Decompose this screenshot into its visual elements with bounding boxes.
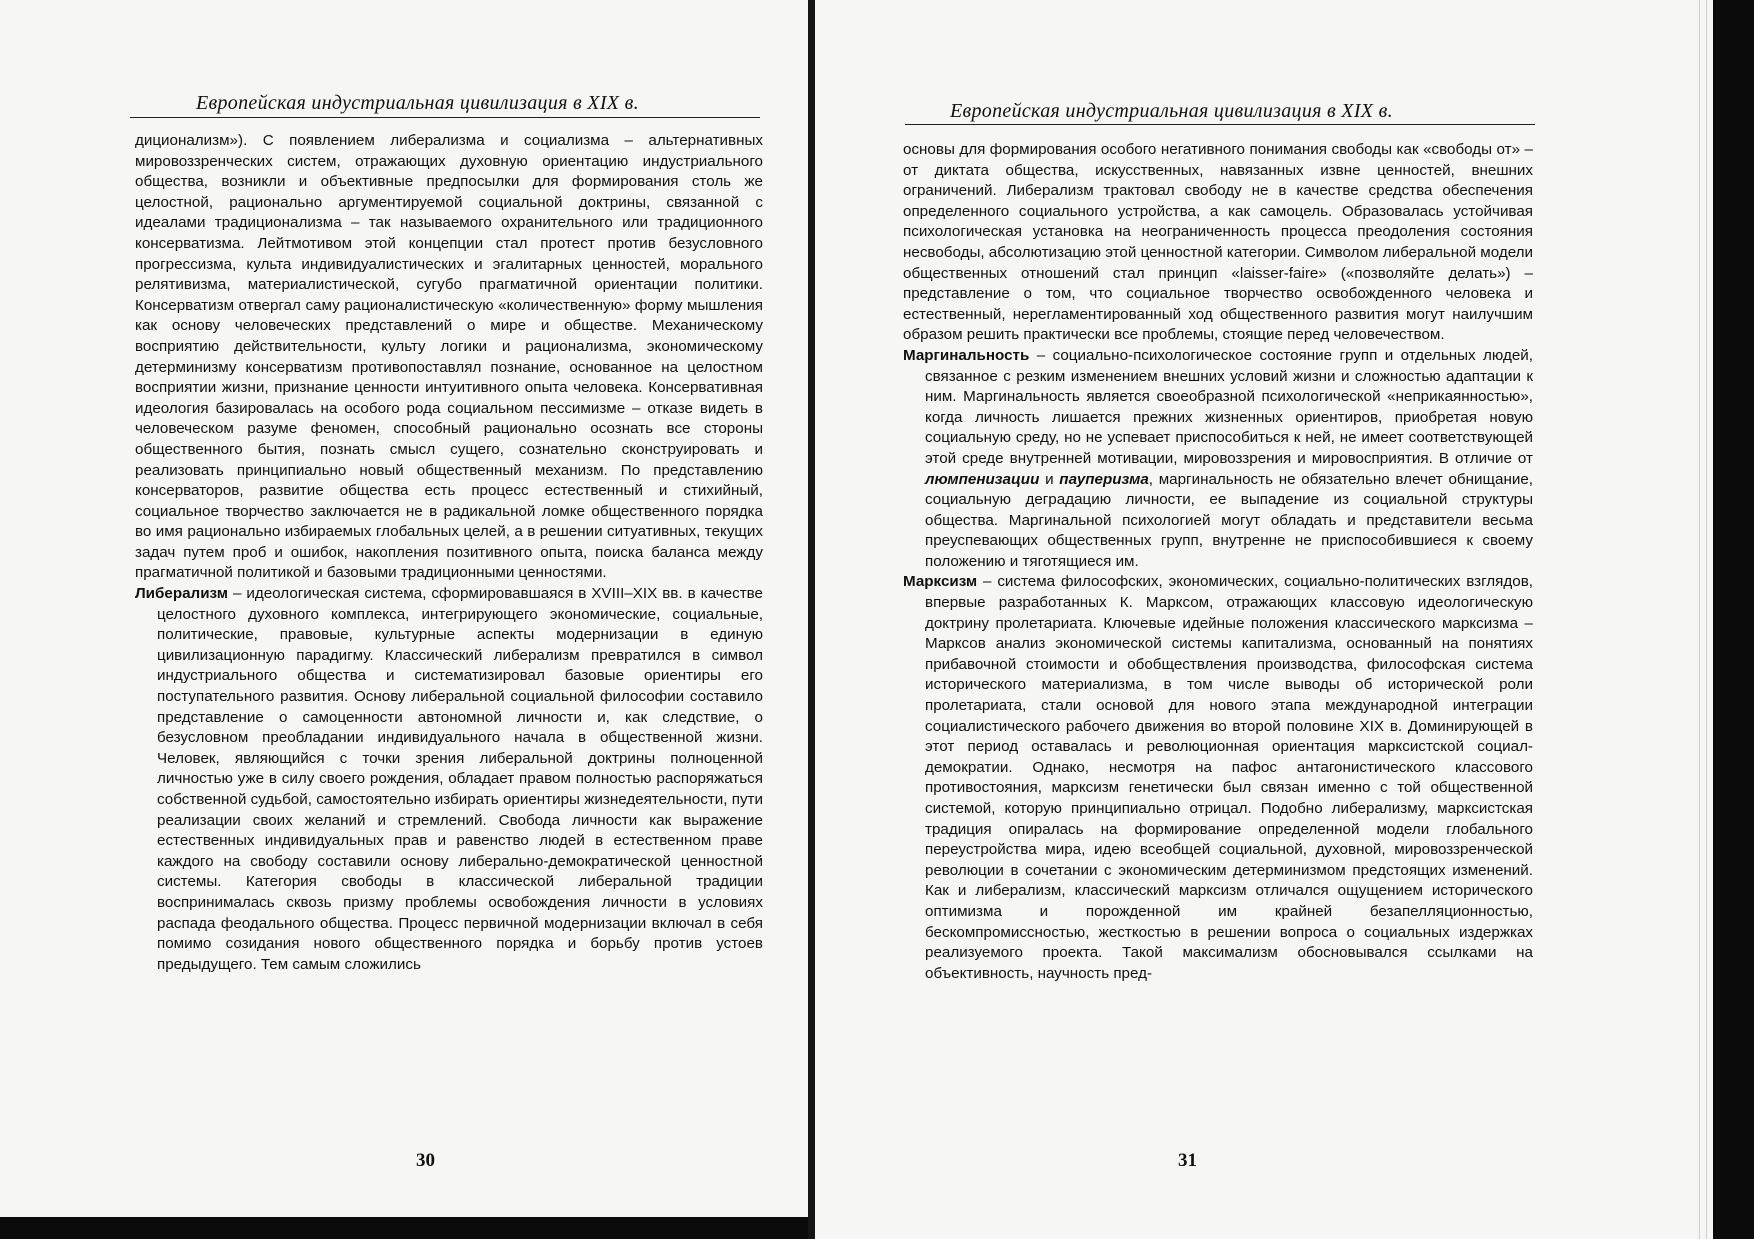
left-continuation-paragraph: диционализм»). С появлением либерализма и социализма – альтернативных мировоззренческих систем, отражающих духовную ориентацию индустриального общества, возникли и объективные предпосылки для формирования столь же целостной, рационально аргументируемой социальной доктрины, связанной с идеалами традиционализма – так называемого охранительного или традиционного консерватизма. Лейтмотивом этой концепции стал протест против безусловного прогрессизма, культа индивидуалистических и эгалитарных ценностей, морального релятивизма, материалистической, сугубо прагматичной ориентации политики. Консерватизм отвергал саму рационалистическую «количественную» форму мышления как основу человеческих представлений о мире и обществе. Механическому восприятию действительности, культу логики и рационализма, экономическому детерминизму консерватизм противопоставлял познание, основанное на целостном восприятии жизни, признание ценности интуитивного опыта человека. Консервативная идеология базировалась на особого рода социальном пессимизме – отказе видеть в человеческом разуме феномен, способный рационально осознать все стороны общественного бытия, познать смысл сущего, сознательно сконструировать и реализовать принципиально новый общественный механизм. По представлению консерваторов, развитие общества есть процесс естественный и стихийный, социальное творчество заключается не в радикальной ломке общественного порядка во имя рационально избираемых глобальных целей, а в решении ситуативных, текущих задач путем проб и ошибок, накопления позитивного опыта, поиска баланса между прагматичной политикой и базовыми традиционными ценностями. (135, 132, 763, 582)
glossary-entry-liberalism (135, 584, 763, 975)
left-header-rule (130, 117, 760, 118)
right-header-rule (905, 124, 1535, 125)
right-page-number: 31 (1178, 1150, 1197, 1171)
term-marxism: Марксизм (903, 573, 978, 591)
left-running-header: Европейская индустриальная цивилизация в XIX в. (196, 92, 639, 114)
definition-marxism: – система философских, экономических, социально-политических взглядов, впервые разработанных К. Марксом, отражающих классовую идеологическую доктрину пролетариата. Ключевые идейные положения классического марксизма – Марксов анализ экономической системы капитализма, основанный на понятиях прибавочной стоимости и обобществления производства, философская система исторического материализма, в том числе выводы об исторической роли пролетариата, стали основой для нового этапа международной интеграции социалистического рабочего движения во второй половине XIX в. Доминирующей в этот период оставалась и революционная ориентация марксистской социал-демократии. Однако, несмотря на пафос антагонистического классового противостояния, марксизм генетически был связан именно с той общественной системой, которую принципиально отрицал. Подобно либерализму, марксистская традиция опиралась на формирование определенной модели глобального переустройства мира, идею всеобщей социальной, духовной, мировоззренческой революции в сочетании с экономическим детерминизмом предстоящих изменений. Как и либерализм, классический марксизм отличался ощущением исторического оптимизма и порожденной им крайней безапелляционностью, бескомпромиссностью, жесткостью в решении вопроса о социальных издержках реализуемого проекта. Такой максимализм обосновывался ссылками на объективность, научность пред- (925, 573, 1533, 982)
definition-liberalism: – идеологическая система, сформировавшаяся в XVIII–XIX вв. в качестве целостного духовного комплекса, интегрирующего экономические, социальные, политические, правовые, культурные аспекты модернизации в единую цивилизационную парадигму. Классический либерализм превратился в символ индустриального общества и систематизировал базовые ориентиры его поступательного развития. Основу либеральной социальной философии составило представление о самоценности автономной личности и, как следствие, о безусловном преобладании индивидуального начала в общественной жизни. Человек, являющийся с точки зрения либеральной доктрины полноценной личностью уже в силу своего рождения, обладает правом полностью распоряжаться собственной судьбой, самостоятельно избирать ориентиры жизнедеятельности, пути реализации своих желаний и стремлений. Свобода личности как выражение естественных индивидуальных прав и равенство людей в естественном праве каждого на свободу составили основу либерально-демократической ценностной системы. Категория свободы в классической либеральной традиции воспринималась сквозь призму проблемы освобождения личности в условиях распада феодального общества. Процесс первичной модернизации включал в себя помимо созидания нового общественного порядка и борьбу против устоев предыдущего. Тем самым сложились (157, 585, 763, 973)
term-lumpenization: люмпенизации (925, 470, 1040, 488)
term-pauperism: пауперизма (1059, 470, 1149, 488)
scan-bottom-edge (0, 1217, 815, 1239)
term-marginality: Маргинальность (903, 346, 1030, 364)
page-edge-stack (1696, 0, 1714, 1239)
right-page (815, 0, 1754, 1239)
left-page (0, 0, 815, 1239)
right-running-header: Европейская индустриальная цивилизация в XIX в. (950, 100, 1393, 122)
left-page-number: 30 (416, 1150, 435, 1171)
glossary-entry-marxism (903, 572, 1533, 984)
definition-marginality-part1: – социально-психологическое состояние групп и отдельных людей, связанное с резким изменением внешних условий жизни и сложностью адаптации к ним. Маргинальность является своеобразной психологической «неприкаянностью», когда личность лишается прежних жизненных ориентиров, приобретая новую социальную среду, но не успевает приспособиться к ней, не имеет соответствующей этой среде внутренней мотивации, мировоззрения и мировосприятия. В отличие от (925, 346, 1533, 467)
term-liberalism: Либерализм (135, 585, 228, 603)
left-text-column (135, 131, 763, 975)
conjunction-and: и (1039, 470, 1060, 488)
glossary-entry-marginality (903, 346, 1533, 573)
right-text-column (903, 140, 1533, 984)
scan-right-edge (1713, 0, 1754, 1239)
definition-marginality-part2: , маргинальность не обязательно влечет обнищание, социальную деградацию личности, ее выпадение из социальной структуры общества. Маргинальной психологией могут обладать и представители весьма преуспевающих общественных групп, внутренне не приспособившиеся к своему положению и тяготящиеся им. (925, 470, 1533, 570)
right-continuation-paragraph: основы для формирования особого негативного понимания свободы как «свободы от» – от диктата общества, искусственных, навязанных извне ценностей, внешних ограничений. Либерализм трактовал свободу не в качестве средства обеспечения определенного социального устройства, а как самоцель. Образовалась устойчивая психологическая установка на неограниченность процесса преодоления состояния несвободы, абсолютизацию этой ценностной категории. Символом либеральной модели общественных отношений стал принцип «laisser-faire» («позволяйте делать») – представление о том, что социальное творчество освобожденного человека и естественный, нерегламентированный ход общественного развития могут наилучшим образом решить практически все проблемы, стоящие перед человечеством. (903, 141, 1533, 344)
